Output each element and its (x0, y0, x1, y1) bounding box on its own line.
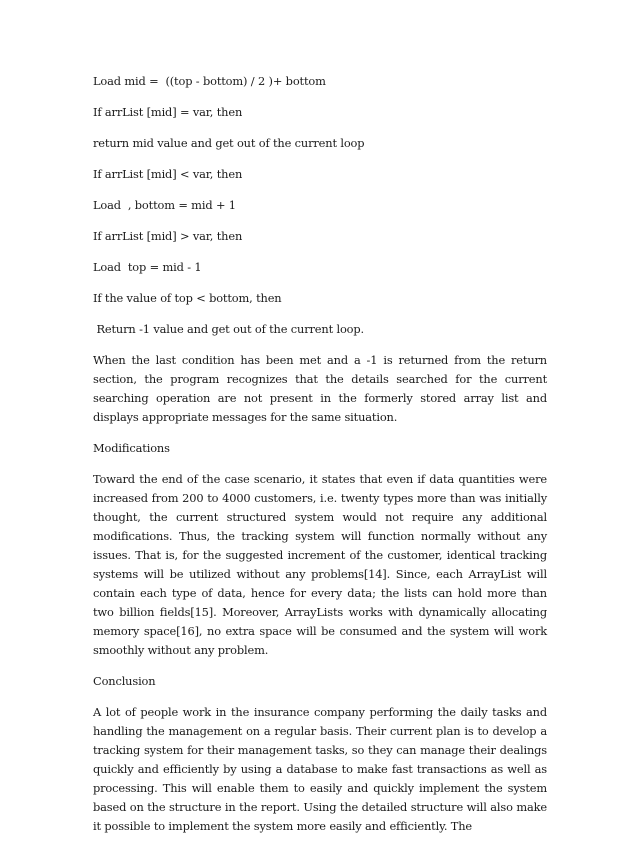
pseudocode-line: If the value of top < bottom, then (93, 291, 282, 305)
body-paragraph: When the last condition has been met and a -1 is returned from the return section, the program recognizes that the details searched for the current searching operation are not present in the formerly stored array list and displays appropriate messages for the same situation. (93, 353, 551, 424)
pseudocode-line: If arrList [mid] = var, then (93, 105, 243, 119)
body-paragraph: A lot of people work in the insurance company performing the daily tasks and handling the management on a regular basis. Their current plan is to develop a tracking system for their management tasks, so they can manage their dealings quickly and efficiently by using a database to make fast transactions as well as processing. This will enable them to easily and quickly implement the system based on the structure in the report. Using the detailed structure will also make it possible to implement the system more easily and efficiently. The (93, 705, 551, 833)
pseudocode-line: Load top = mid - 1 (93, 260, 202, 274)
pseudocode-line: return mid value and get out of the current loop (93, 136, 365, 150)
pseudocode-line: Load mid = ((top - bottom) / 2 )+ bottom (93, 74, 326, 88)
pseudocode-line: Load , bottom = mid + 1 (93, 198, 236, 212)
body-paragraph: Toward the end of the case scenario, it states that even if data quantities were increased from 200 to 4000 customers, i.e. twenty types more than was initially thought, the current structured system would not require any additional modifications. Thus, the tracking system will function normally without any issues. That is, for the suggested increment of the customer, identical tracking systems will be utilized without any problems[14]. Since, each ArrayList will contain each type of data, hence for every data; the lists can hold more than two billion fields[15]. Moreover, ArrayLists works with dynamically allocating memory space[16], no extra space will be consumed and the system will work smoothly without any problem. (93, 472, 551, 657)
pseudocode-line: Return -1 value and get out of the current loop. (93, 322, 364, 336)
pseudocode-line: If arrList [mid] < var, then (93, 167, 243, 181)
pseudocode-line: If arrList [mid] > var, then (93, 229, 243, 243)
section-heading-conclusion: Conclusion (93, 674, 156, 688)
document-body (93, 72, 551, 848)
section-heading-modifications: Modifications (93, 441, 170, 455)
